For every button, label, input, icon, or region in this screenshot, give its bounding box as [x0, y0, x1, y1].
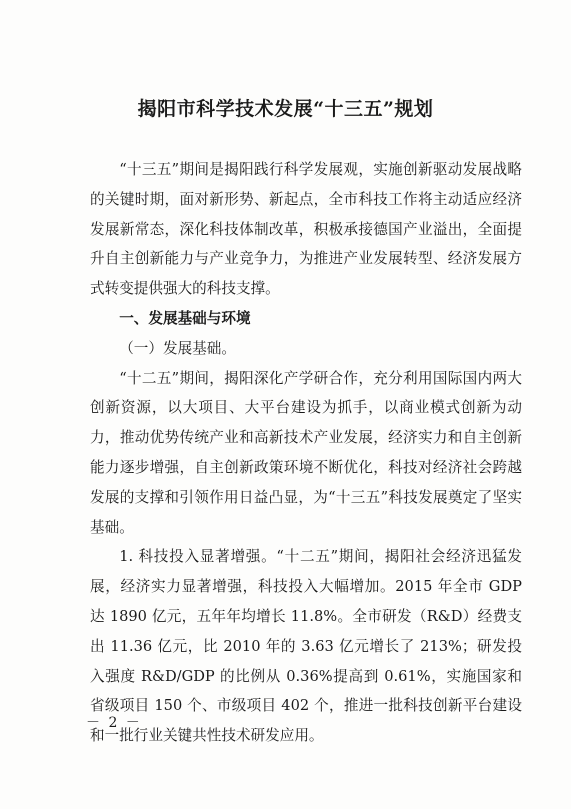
document-title: 揭阳市科学技术发展“十三五”规划	[137, 98, 434, 120]
intro-paragraph: “十三五”期间是揭阳践行科学发展观，实施创新驱动发展战略的关键时期，面对新形势、新起点，全市科技工作将主动适应经济发展新常态，深化科技体制改革，积极承接德国产业溢出，全面提升自主创新能力与产业竞争力，为推进产业发展转型、经济发展方式转变提供强大的科技支撑。	[90, 161, 522, 298]
background-paragraph: “十二五”期间，揭阳深化产学研合作，充分利用国际国内两大创新资源，以大项目、大平台建设为抓手，以商业模式创新为动力，推动优势传统产业和高新技术产业发展，经济实力和自主创新能力逐步增强，自主创新政策环境不断优化，科技对经济社会跨越发展的支撑和引领作用日益凸显，为“十三五”科技发展奠定了坚实基础。	[90, 369, 522, 536]
section-heading: 一、发展基础与环境	[119, 309, 251, 327]
document-body	[90, 155, 522, 751]
subsection-heading: （一）发展基础。	[119, 339, 236, 357]
investment-paragraph: 1. 科技投入显著增强。“十二五”期间，揭阳社会经济迅猛发展，经济实力显著增强，科技投入大幅增加。2015 年全市 GDP 达 1890 亿元，五年年均增长 11.8%。全市研发（R&D）经费支出 11.36 亿元，比 2010 年的 3.63 亿元增长了 213%；研发投入强度 R&D/GDP 的比例从 0.36%提高到 0.61%，实施国家和省级项目 150 个、市级项目 402 个，推进一批科技创新平台建设和一批行业关键共性技术研发应用。	[90, 548, 522, 745]
page-number: － 2 －	[86, 715, 142, 731]
